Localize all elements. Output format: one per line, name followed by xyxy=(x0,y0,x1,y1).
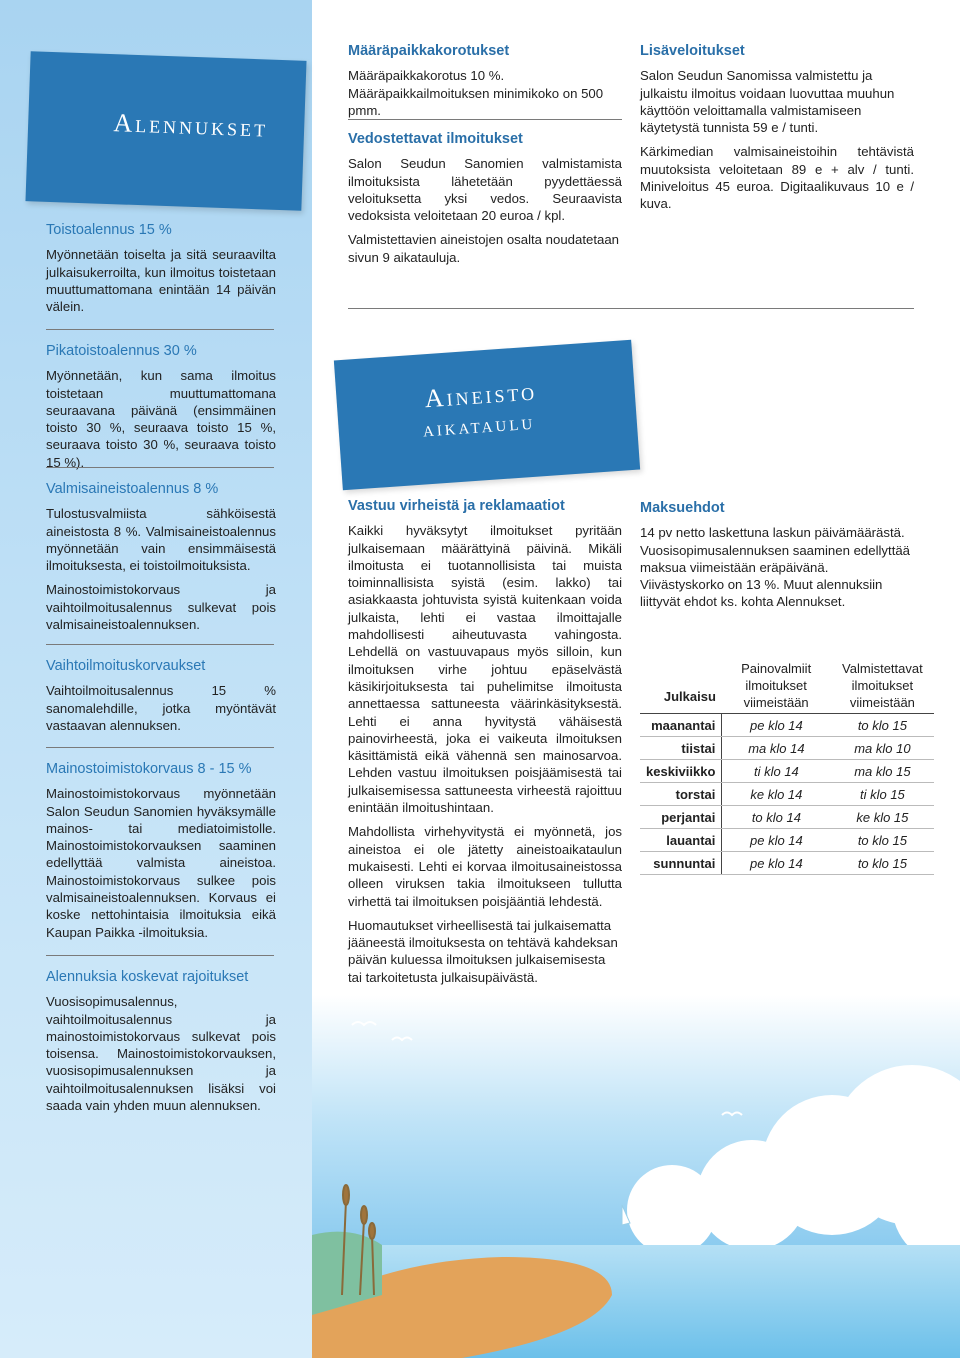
divider xyxy=(46,955,274,956)
table-header: Julkaisu xyxy=(663,689,716,704)
alennukset-banner xyxy=(25,51,306,211)
table-cell: to klo 15 xyxy=(830,829,934,852)
section-text: Tulostusvalmiista sähköisestä aineistosta 8 %. Valmisaineistoalennus myönnetään vain ensimmäisestä ilmoituksesta, ei toistoilmoituksista. xyxy=(46,506,276,574)
table-cell: ma klo 14 xyxy=(722,737,831,760)
table-row xyxy=(640,760,934,783)
table-cell: pe klo 14 xyxy=(722,714,831,737)
table-cell-day: lauantai xyxy=(640,829,722,852)
banner-line-1: Aineisto xyxy=(423,376,538,414)
schedule-table xyxy=(640,658,934,875)
section-title: Alennuksia koskevat rajoitukset xyxy=(46,969,249,985)
sidebar-section-mainostoimistokorvaus xyxy=(46,761,276,948)
divider xyxy=(46,747,274,748)
section-title: Lisäveloitukset xyxy=(640,43,745,59)
section-text: Vuosisopimusalennus, vaihtoilmoitusalennus ja mainostoimistokorvaus sulkevat pois toisensa. Mainostoimistokorvauksen, vuosisopimusalennuksen ja vaihtoilmoitusalennuksen lisäksi voi saada vain yhden muun alennuksen. xyxy=(46,994,276,1114)
table-cell: pe klo 14 xyxy=(722,852,831,875)
table-cell: pe klo 14 xyxy=(722,829,831,852)
table-cell: ma klo 15 xyxy=(830,760,934,783)
table-header: Valmistettavat ilmoitukset viimeistään xyxy=(842,661,923,710)
section-text: Kaikki hyväksytyt ilmoitukset pyritään julkaisemaan määrättyinä päivinä. Mikäli ilmoitusta ei tuotannollisista tai muista toiminnallisista syistä (esim. lakko) tai asiakkaasta johtuvista syistä kuitenkaan voida julkaista, lehti ei vastaa ilmoittajalle mahdollisesti aiheutuvasta vahingosta. Lehdellä on vastuuvapaus myös silloin, kun ilmoituksen virhe johtuu epäselvästä käsikirjoituksesta tai puhelimitse ilmoitusta annettaessa sattuneesta väärinkäsityksestä. Lehti ei anna hyvitystä vähäisestä painovirheestä, joka ei vaikeuta ilmoituksen käsittämistä eikä vähennä sen mainosarvoa. Lehden vastuu ilmoituksen poisjäämisestä tai julkaisemisessa sattuneesta virheestä rajoittuu enintään ilmoitushintaan. xyxy=(348,523,622,816)
alennukset-banner-title: Alennukset xyxy=(112,108,269,143)
section-text: Myönnetään toiselta ja sitä seuraavilta julkaisukerroilta, kun ilmoitus toistetaan muuttumattomana enintään 14 päivän välein. xyxy=(46,247,276,315)
vedostettavat-section xyxy=(348,131,622,273)
section-title: Vedostettavat ilmoitukset xyxy=(348,131,523,147)
section-title: Toistoalennus 15 % xyxy=(46,222,172,238)
section-title: Vaihtoilmoituskorvaukset xyxy=(46,658,206,674)
divider xyxy=(46,644,274,645)
divider xyxy=(348,308,914,309)
table-cell: ke klo 15 xyxy=(830,806,934,829)
section-text: Mainostoimistokorvaus myönnetään Salon Seudun Sanomien hyväksymälle mainos- tai mediatoimistolle. Mainostoimistokorvauksen saaminen edellyttää valmista aineistoa. Mainostoimistokorvaus sulkee pois valmisaineistoalennuksen. Korvaus ei koske nettohintaisia ilmoituksia eikä Kaupan Paikka -ilmoituksia. xyxy=(46,786,276,940)
table-cell: to klo 15 xyxy=(830,852,934,875)
table-cell: ti klo 15 xyxy=(830,783,934,806)
section-text: Vaihtoilmoitusalennus 15 % sanomalehdille, jotka myöntävät vastaavan alennuksen. xyxy=(46,683,276,733)
section-title: Maksuehdot xyxy=(640,500,725,516)
table-cell: ma klo 10 xyxy=(830,737,934,760)
section-text: 14 pv netto laskettuna laskun päivämäärästä. Vuosisopimusalennuksen saaminen edellyttää maksua viimeistään eräpäivänä. Viivästyskorko on 13 %. Muut alennuksiin liittyvät ehdot ks. kohta Alennukset. xyxy=(640,525,911,610)
section-text-2: Mainostoimistokorvaus ja vaihtoilmoitusalennus sulkevat pois valmisaineistoalennuksen. xyxy=(46,582,276,633)
table-cell-day: tiistai xyxy=(640,737,722,760)
sidebar-section-vaihtoilmoituskorvaukset xyxy=(46,658,276,741)
section-title: Valmisaineistoalennus 8 % xyxy=(46,481,219,497)
section-text: Myönnetään, kun sama ilmoitus toistetaan muuttumattomana seuraavana päivänä (ensimmäinen toisto 30 %, seuraava toisto 15 %, seuraava toisto 30 %, seuraava toisto 15 %). xyxy=(46,368,276,470)
section-text: Salon Seudun Sanomissa valmistettu ja julkaistu ilmoitus voidaan luovuttaa muuhun käyttöön veloittamalla valmistamiseen käytetystä tunnista 59 e / tunti. xyxy=(640,68,895,136)
divider xyxy=(348,119,622,120)
section-text-2: Kärkimedian valmisaineistoihin tehtävistä muutoksista veloitetaan 89 e + alv / tunti. Miniveloitus 45 euroa. Digitaalikuvaus 10 e / kuva. xyxy=(640,144,914,212)
section-title: Mainostoimistokorvaus 8 - 15 % xyxy=(46,761,252,777)
section-text: Määräpaikkakorotus 10 %. Määräpaikkailmoituksen minimikoko on 500 pmm. xyxy=(348,68,604,118)
lakeside-illustration xyxy=(312,995,960,1358)
table-cell: ke klo 14 xyxy=(722,783,831,806)
section-title: Määräpaikkakorotukset xyxy=(348,43,510,59)
table-cell-day: keskiviikko xyxy=(640,760,722,783)
divider xyxy=(46,329,274,330)
section-text-3: Huomautukset virheellisestä tai julkaisematta jääneestä ilmoituksesta on tehtävä kahdeksan päivän kuluessa ilmoituksen julkaisemisesta tai tarkoitetusta julkaisupäivästä. xyxy=(348,917,618,985)
table-cell: to klo 14 xyxy=(722,806,831,829)
table-row xyxy=(640,852,934,875)
table-row xyxy=(640,783,934,806)
section-title: Vastuu virheistä ja reklamaatiot xyxy=(348,498,565,514)
table-cell-day: maanantai xyxy=(640,714,722,737)
sidebar-section-pikatoistoalennus xyxy=(46,343,276,478)
table-row xyxy=(640,829,934,852)
section-text: Salon Seudun Sanomien valmistamista ilmoituksista lähetetään pyydettäessä veloituksetta yksi vedos. Seuraavista vedoksista veloitetaan 20 euroa / kpl. xyxy=(348,156,622,224)
aineisto-aikataulu-banner xyxy=(334,340,640,490)
sidebar-section-toistoalennus xyxy=(46,222,276,322)
section-title: Pikatoistoalennus 30 % xyxy=(46,343,197,359)
table-cell: ti klo 14 xyxy=(722,760,831,783)
table-cell-day: perjantai xyxy=(640,806,722,829)
table-cell-day: sunnuntai xyxy=(640,852,722,875)
sidebar-section-valmisaineistoalennus xyxy=(46,481,276,640)
table-cell-day: torstai xyxy=(640,783,722,806)
table-header: Painovalmiit ilmoitukset viimeistään xyxy=(741,661,812,710)
divider xyxy=(46,467,274,468)
vastuu-virheista-section xyxy=(348,498,622,993)
sidebar-section-rajoitukset xyxy=(46,969,276,1121)
table-row xyxy=(640,806,934,829)
section-text-2: Mahdollista virhehyvitystä ei myönnetä, jos aineistoa ei ole jätetty aineistoaikataulun mukaisesti. Lehti ei korvaa ilmoitusaineistossa olleen viruksen takia ilmoitukseen tullutta virhettä tai ilmoituksen poisjääntiä lehdestä. xyxy=(348,824,622,909)
maarapaikkakorotukset-section xyxy=(348,43,622,126)
lisaveloitukset-section xyxy=(640,43,914,220)
section-text-2: Valmistettavien aineistojen osalta noudatetaan sivun 9 aikatauluja. xyxy=(348,232,620,265)
table-row xyxy=(640,714,934,737)
banner-line-2: aikataulu xyxy=(421,408,536,442)
maksuehdot-section xyxy=(640,500,916,618)
table-cell: to klo 15 xyxy=(830,714,934,737)
table-row xyxy=(640,737,934,760)
